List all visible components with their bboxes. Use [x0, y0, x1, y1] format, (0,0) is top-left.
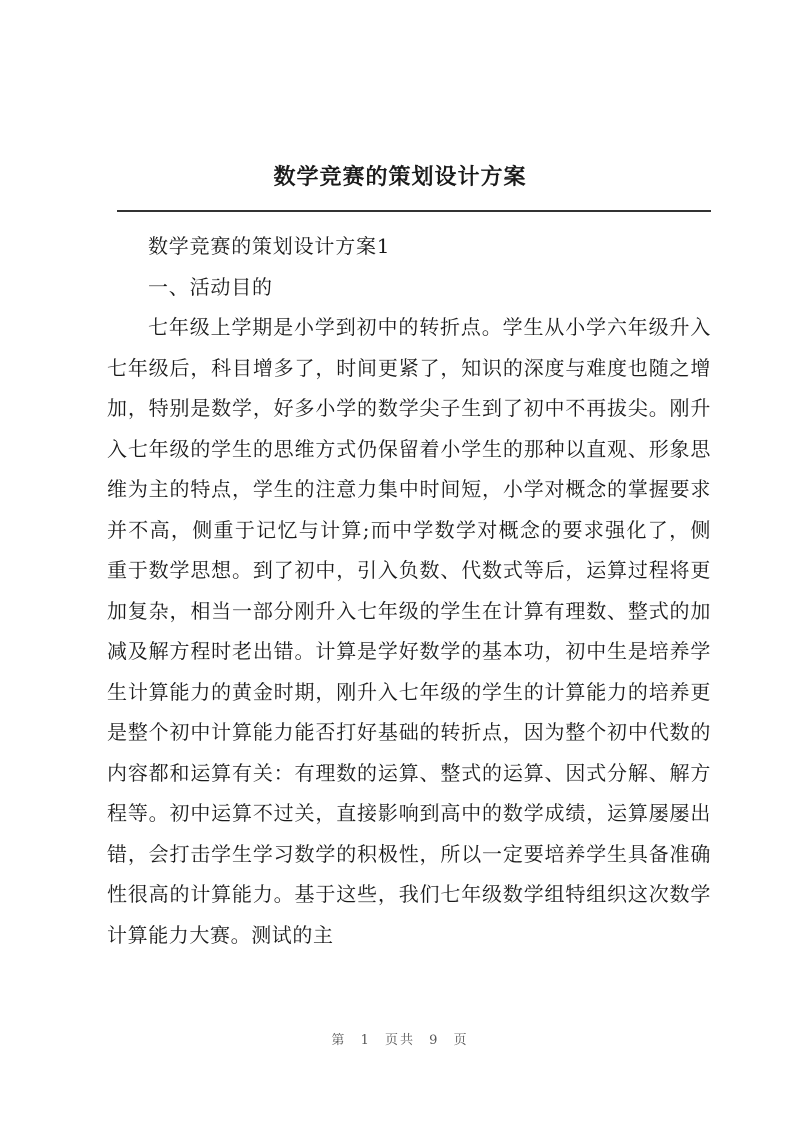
document-title: 数学竞赛的策划设计方案 [273, 164, 527, 190]
footer-suffix: 页 [453, 1033, 469, 1048]
title-divider [117, 210, 711, 212]
footer-total-pages: 9 [429, 1033, 440, 1048]
footer-prefix: 第 [331, 1033, 347, 1048]
footer-current-page: 1 [360, 1033, 371, 1048]
page-footer [0, 1032, 800, 1050]
body-paragraph: 七年级上学期是小学到初中的转折点。学生从小学六年级升入七年级后，科目增多了，时间更紧了，知识的深度与难度也随之增加，特别是数学，好多小学的数学尖子生到了初中不再拔尖。刚升入七年级的学生的思维方式仍保留着小学生的那种以直观、形象思维为主的特点，学生的注意力集中时间短，小学对概念的掌握要求并不高，侧重于记忆与计算;而中学数学对概念的要求强化了，侧重于数学思想。到了初中，引入负数、代数式等后，运算过程将更加复杂，相当一部分刚升入七年级的学生在计算有理数、整式的加减及解方程时老出错。计算是学好数学的基本功，初中生是培养学生计算能力的黄金时期，刚升入七年级的学生的计算能力的培养更是整个初中计算能力能否打好基础的转折点，因为整个初中代数的内容都和运算有关：有理数的运算、整式的运算、因式分解、解方程等。初中运算不过关，直接影响到高中的数学成绩，运算屡屡出错，会打击学生学习数学的积极性，所以一定要培养学生具备准确性很高的计算能力。基于这些，我们七年级数学组特组织这次数学计算能力大赛。测试的主 [107, 315, 711, 947]
footer-middle: 页共 [384, 1033, 415, 1048]
section-heading: 数学竞赛的策划设计方案1 [148, 234, 391, 258]
subsection-heading: 一、活动目的 [148, 274, 273, 299]
document-body [107, 226, 711, 955]
